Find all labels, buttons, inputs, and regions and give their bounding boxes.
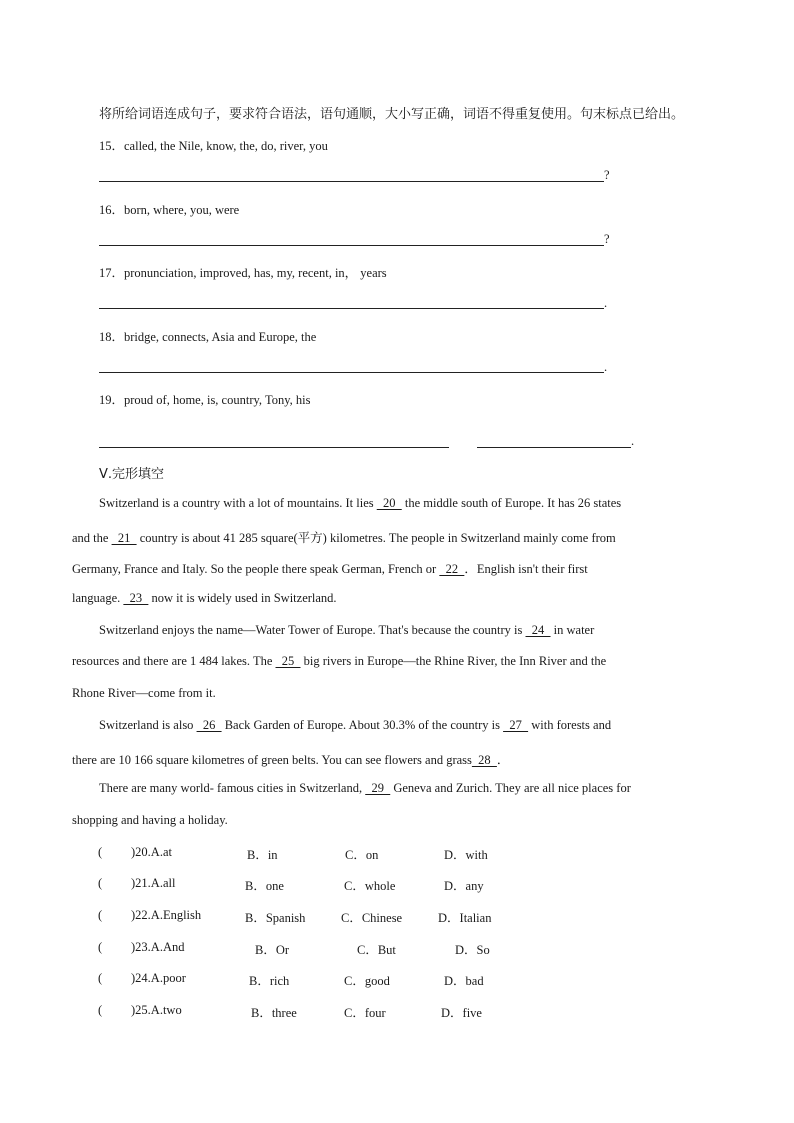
option-d[interactable]: D．five (441, 1006, 482, 1020)
option-b[interactable]: B．Or (255, 943, 290, 957)
option-c[interactable]: C．good (344, 974, 390, 988)
option-b[interactable]: B．Spanish (245, 911, 306, 925)
question-19-answer-line-a[interactable] (99, 447, 449, 448)
question-16-prompt: 16．born, where, you, were (99, 203, 240, 217)
option-d[interactable]: D．any (444, 879, 484, 893)
blank-28[interactable]: 28 (471, 753, 497, 767)
option-a[interactable]: )25.A.two (131, 1003, 182, 1017)
option-a[interactable]: )22.A.English (131, 908, 202, 922)
question-16-answer-line[interactable] (99, 245, 604, 246)
question-16-end-mark: ? (604, 232, 610, 246)
option-b[interactable]: B．one (245, 879, 284, 893)
blank-20[interactable]: 20 (376, 496, 402, 510)
passage-line: language. 23 now it is widely used in Switzerland. (72, 591, 337, 605)
blank-21[interactable]: 21 (111, 531, 137, 545)
passage-line: resources and there are 1 484 lakes. The 25 big rivers in Europe—the Rhine River, the Inn River and the (72, 654, 607, 668)
blank-23[interactable]: 23 (123, 591, 149, 605)
blank-27[interactable]: 27 (503, 718, 529, 732)
question-15-prompt: 15．called, the Nile, know, the, do, river, you (99, 139, 328, 153)
question-17-prompt: 17．pronunciation, improved, has, my, recent, in， years (99, 266, 387, 280)
option-d[interactable]: D．with (444, 848, 488, 862)
passage-line: There are many world- famous cities in Switzerland, 29 Geneva and Zurich. They are all nice places for (99, 781, 631, 795)
answer-paren[interactable]: ( (98, 908, 103, 922)
option-a[interactable]: )20.A.at (131, 845, 172, 859)
question-18-answer-line[interactable] (99, 372, 604, 373)
passage-line: there are 10 166 square kilometres of green belts. You can see flowers and grass 28 ． (72, 753, 510, 767)
option-a[interactable]: )24.A.poor (131, 971, 186, 985)
blank-24[interactable]: 24 (525, 623, 551, 637)
passage-line: and the 21 country is about 41 285 square(平方) kilometres. The people in Switzerland mainly come from (72, 531, 616, 545)
passage-line: Switzerland enjoys the name—Water Tower of Europe. That's because the country is 24 in water (99, 623, 595, 637)
answer-paren[interactable]: ( (98, 876, 103, 890)
option-c[interactable]: C．on (345, 848, 379, 862)
option-b[interactable]: B．rich (249, 974, 290, 988)
option-a[interactable]: )21.A.all (131, 876, 176, 890)
question-19-end-mark: . (631, 434, 635, 448)
blank-29[interactable]: 29 (365, 781, 391, 795)
blank-25[interactable]: 25 (275, 654, 301, 668)
question-19-answer-line-b[interactable] (477, 447, 631, 448)
option-c[interactable]: C．But (357, 943, 396, 957)
section4-instruction: 将所给词语连成句子，要求符合语法，语句通顺，大小写正确，词语不得重复使用。句末标点已给出。 (99, 107, 685, 122)
blank-26[interactable]: 26 (196, 718, 222, 732)
passage-line: Germany, France and Italy. So the people there speak German, French or 22 ．English isn't their first (72, 562, 588, 576)
question-18-prompt: 18．bridge, connects, Asia and Europe, the (99, 330, 317, 344)
option-c[interactable]: C．Chinese (341, 911, 403, 925)
option-d[interactable]: D．bad (444, 974, 484, 988)
question-15-end-mark: ? (604, 168, 610, 182)
question-17-end-mark: . (604, 296, 608, 310)
passage-line: Switzerland is a country with a lot of mountains. It lies 20 the middle south of Europe. It has 26 states (99, 496, 622, 510)
blank-22[interactable]: 22 (439, 562, 465, 576)
question-17-answer-line[interactable] (99, 308, 604, 309)
option-c[interactable]: C．whole (344, 879, 396, 893)
option-b[interactable]: B．in (247, 848, 278, 862)
option-b[interactable]: B．three (251, 1006, 297, 1020)
answer-paren[interactable]: ( (98, 1003, 103, 1017)
question-19-prompt: 19．proud of, home, is, country, Tony, his (99, 393, 311, 407)
section5-title: Ⅴ.完形填空 (99, 467, 165, 482)
answer-paren[interactable]: ( (98, 940, 103, 954)
passage-line: shopping and having a holiday. (72, 813, 228, 827)
answer-paren[interactable]: ( (98, 971, 103, 985)
option-d[interactable]: D．Italian (438, 911, 492, 925)
passage-line: Switzerland is also 26 Back Garden of Europe. About 30.3% of the country is 27 with forests and (99, 718, 612, 732)
question-15-answer-line[interactable] (99, 181, 604, 182)
passage-line: Rhone River—come from it. (72, 686, 216, 700)
answer-paren[interactable]: ( (98, 845, 103, 859)
option-c[interactable]: C．four (344, 1006, 386, 1020)
question-18-end-mark: . (604, 360, 608, 374)
option-d[interactable]: D．So (455, 943, 490, 957)
option-a[interactable]: )23.A.And (131, 940, 185, 954)
